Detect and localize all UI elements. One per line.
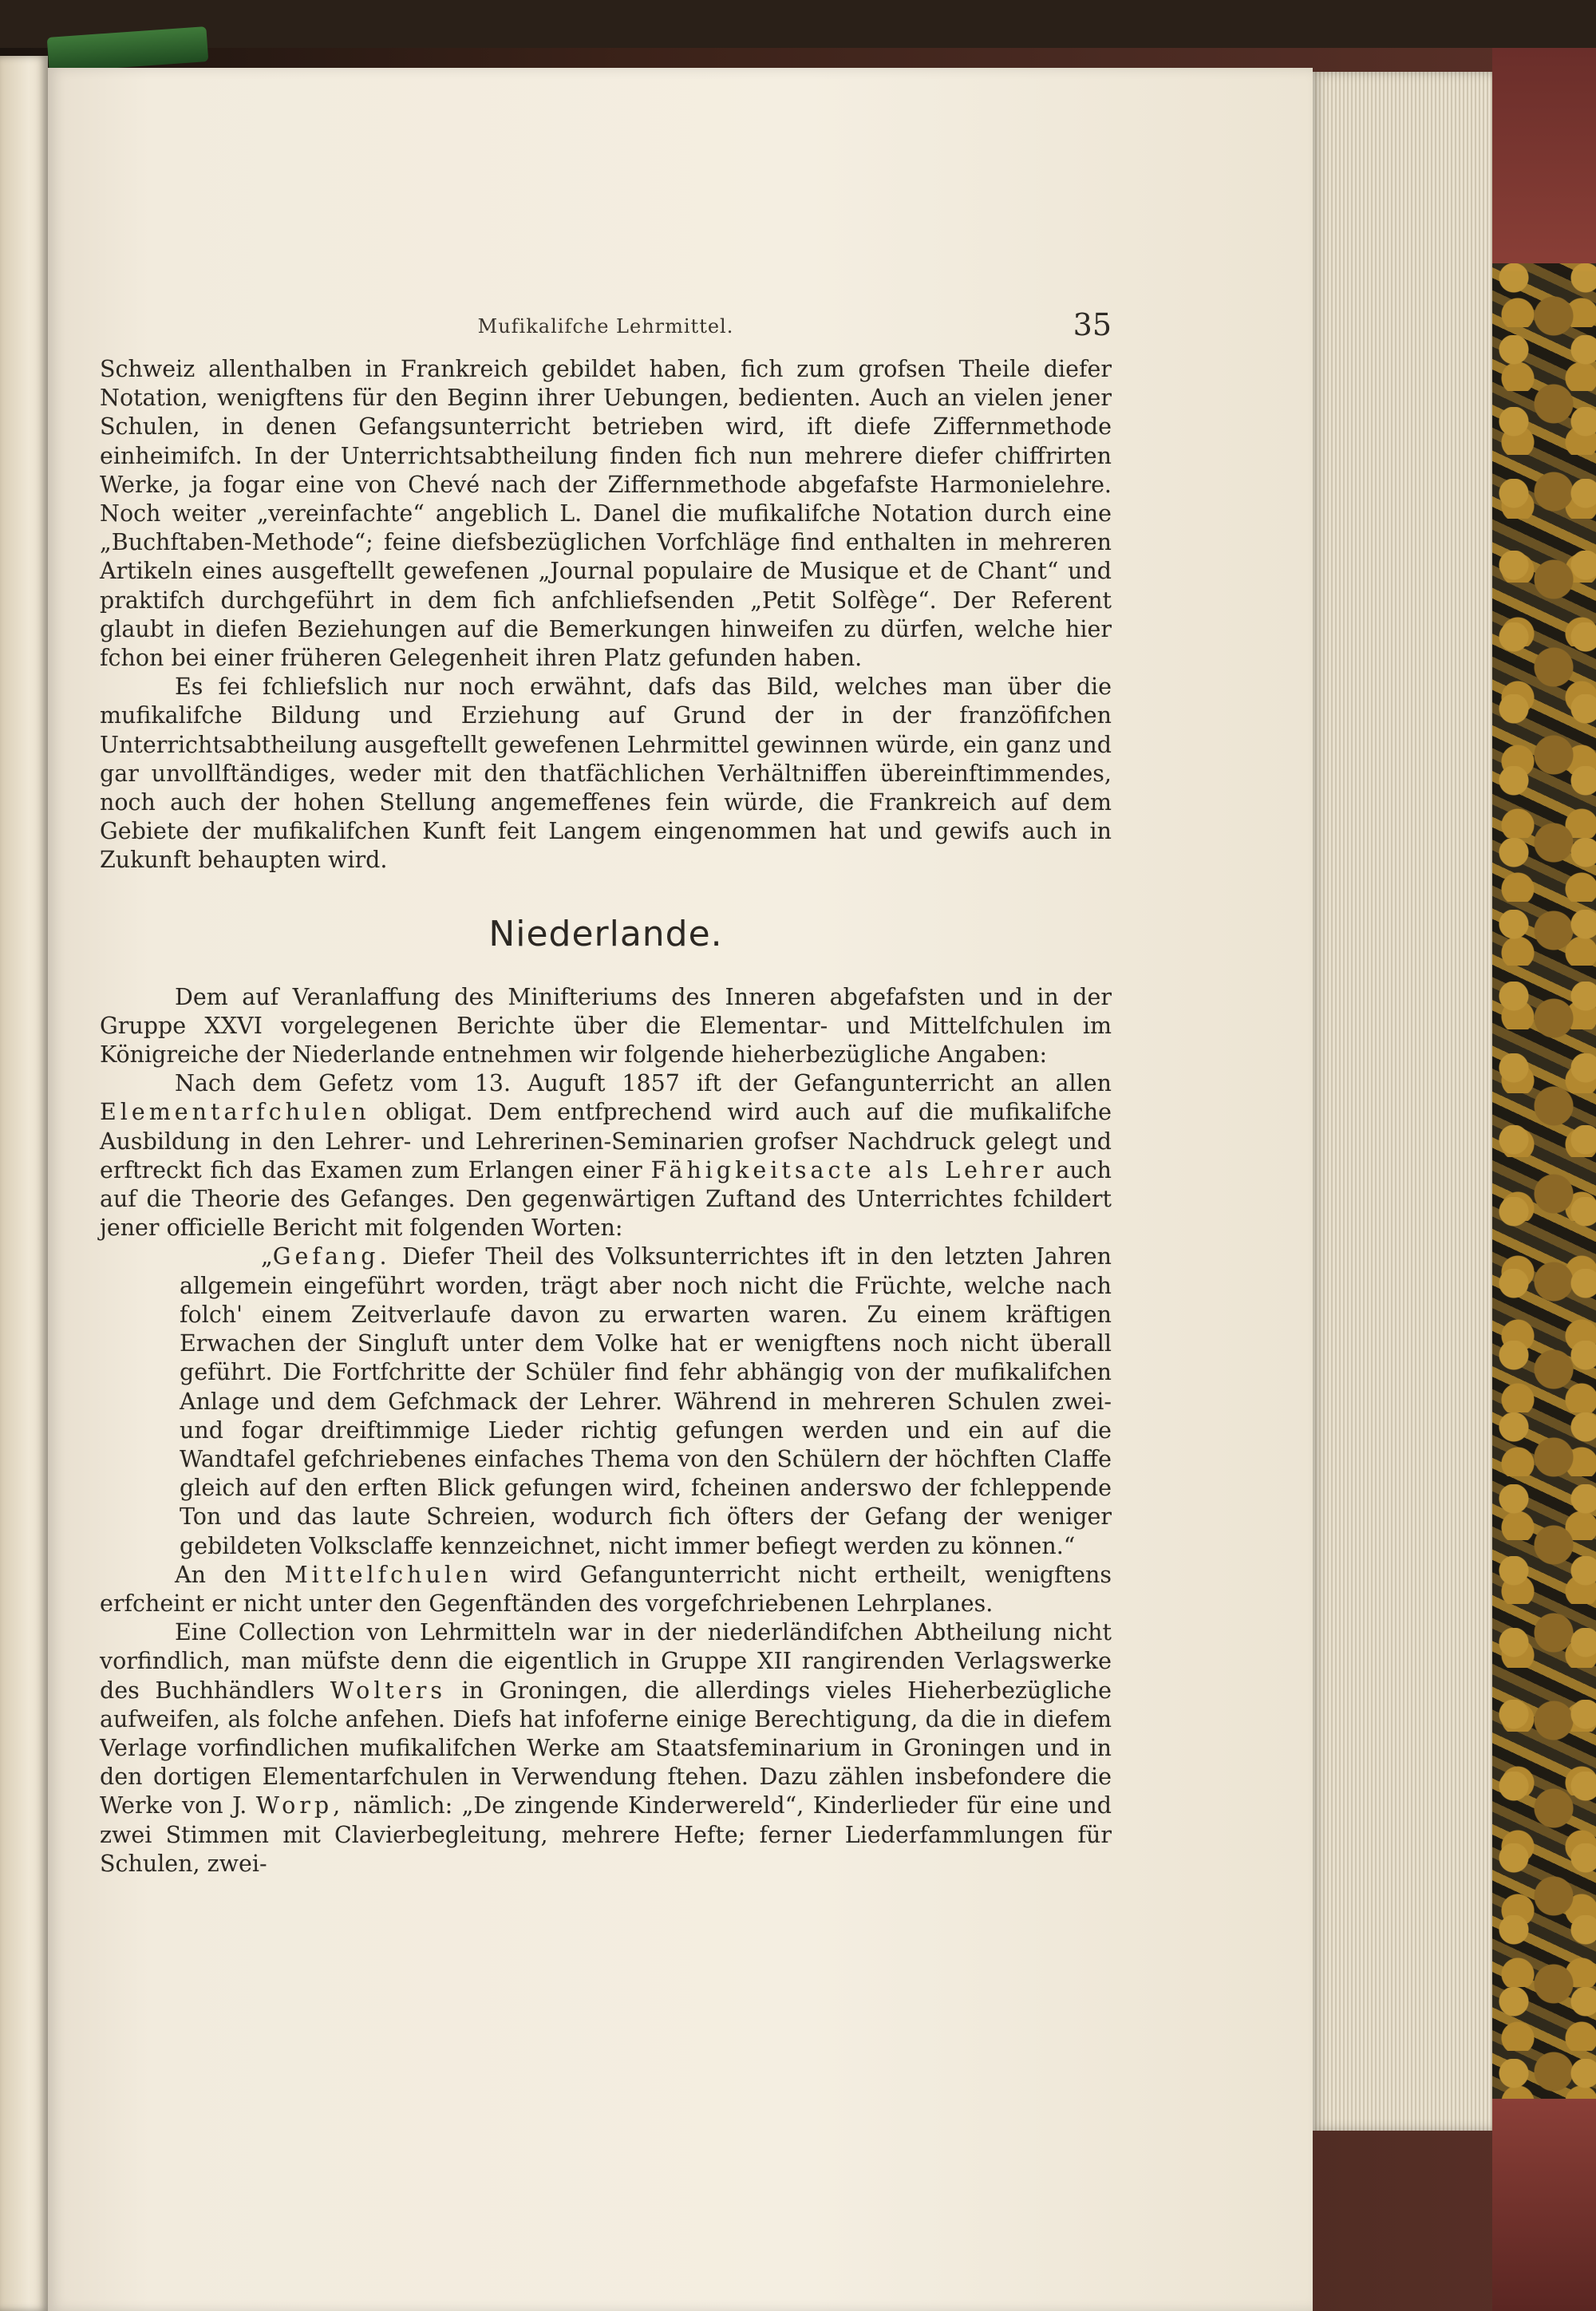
paragraph-6-text-e: nämlich: „De zingende Kinderwereld“, Kinderlieder für eine und zwei Stimmen mit Clavierbegleitung, mehrere Hefte; ferner Liederfammlungen für Schulen, zwei- [100, 1792, 1112, 1877]
page-content [100, 307, 1112, 1878]
emphasis-mittelschulen: Mittelfchulen [284, 1561, 492, 1588]
paragraph-5-text-c: wird Gefangunterricht nicht ertheilt, wenigftens erfcheint er nicht unter den Gegenftänden des vorgefchriebenen Lehrplanes. [100, 1561, 1112, 1617]
paragraph-2: Es fei fchliefslich nur noch erwähnt, dafs das Bild, welches man über die mufikalifche Bildung und Erziehung auf Grund der in der franzöfifchen Unterrichtsabtheilung ausgeftellt gewefenen Lehrmittel gewinnen würde, ein ganz und gar unvollftändiges, weder mit den thatfächlichen Verhältniffen übereinftimmendes, noch auch der hohen Stellung angemeffenes fein würde, die Frankreich auf dem Gebiete der mufikalifchen Kunft feit Langem eingenommen hat und gewifs auch in Zukunft behaupten wird. [100, 674, 1112, 874]
quote-open-mark: „ [261, 1243, 273, 1270]
emphasis-wolters: Wolters [330, 1677, 446, 1704]
paragraph-4 [100, 1069, 1112, 1242]
running-head [100, 307, 1112, 355]
marbled-edge [1492, 263, 1596, 2099]
paragraph-6-text-a: Eine Collection von Lehrmitteln war in der niederländifchen Abtheilung nicht vorfindlich, man müfste denn die eigentlich in Gruppe XII rangirenden Verlagswerke des Buchhändlers [100, 1619, 1112, 1704]
paragraph-6 [100, 1618, 1112, 1878]
page-stack-edge [1309, 72, 1492, 2131]
paragraph-4-text-c: obligat. Dem entfprechend wird auch auf die mufikalifche Ausbildung in den Lehrer- und Lehrerinen-Seminarien grofser Nachdruck gelegt und erftreckt fich das Examen zum Erlangen einer [100, 1099, 1112, 1183]
previous-page-edge [0, 56, 48, 2311]
book-page [48, 68, 1313, 2311]
paragraph-1: Schweiz allenthalben in Frankreich gebildet haben, fich zum grofsen Theile diefer Notation, wenigftens für den Beginn ihrer Uebungen, bedienten. Auch an vielen jener Schulen, in denen Gefangsunterricht betrieben wird, ift diefe Ziffernmethode einheimifch. In der Unterrichtsabtheilung finden fich nun mehrere diefer chiffrirten Werke, ja fogar eine von Chevé nach der Ziffernmethode abgefafste Harmonielehre. Noch weiter „vereinfachte“ angeblich L. Danel die mufikalifche Notation durch eine „Buchftaben-Methode“; feine diefsbezüglichen Vorfchläge find enthalten in mehreren Artikeln eines ausgeftellt gewefenen „Journal populaire de Musique et de Chant“ und praktifch durchgeführt in dem fich anfchliefsenden „Petit Solfège“. Der Referent glaubt in diefen Beziehungen auf die Bemerkungen hinweifen zu dürfen, welche hier fchon bei einer früheren Gelegenheit ihren Platz gefunden haben. [100, 356, 1112, 672]
cover-binding-bottom [1492, 2099, 1596, 2311]
running-title: Mufikalifche Lehrmittel. [477, 315, 734, 338]
cover-binding-top [1492, 48, 1596, 271]
emphasis-gesang: Gefang. [272, 1243, 391, 1270]
block-quote [180, 1242, 1112, 1560]
paragraph-3: Dem auf Veranlaffung des Minifteriums des Inneren abgefafsten und in der Gruppe XXVI vorgelegenen Berichte über die Elementar- und Mittelfchulen im Königreiche der Niederlande entnehmen wir folgende hieherbezügliche Angaben: [100, 983, 1112, 1069]
paragraph-4-text-a: Nach dem Gefetz vom 13. Auguft 1857 ift der Gefangunterricht an allen [175, 1070, 1112, 1097]
paragraph-5 [100, 1561, 1112, 1618]
paragraph-6-text-c: in Groningen, die allerdings vieles Hieherbezügliche aufweifen, als folche anfehen. Diefs hat infoferne einige Berechtigung, da die in diefem Verlage vorfindlichen mufikalifchen Werke am Staatsfeminarium in Groningen und in den dortigen Elementarfchulen in Verwendung ftehen. Dazu zählen insbefondere die Werke von J. [100, 1677, 1112, 1819]
paragraph-5-text-a: An den [175, 1561, 267, 1588]
quote-text: Diefer Theil des Volksunterrichtes ift in den letzten Jahren allgemein eingeführt worden, trägt aber noch nicht die Früchte, welche nach folch' einem Zeitverlaufe davon zu erwarten waren. Zu einem kräftigen Erwachen der Singluft unter dem Volke hat er wenigftens noch nicht überall geführt. Die Fortfchritte der Schüler find fehr abhängig von der mufikalifchen Anlage und dem Gefchmack der Lehrer. Während in mehreren Schulen zwei- und fogar dreiftimmige Lieder richtig gefungen werden und ein auf die Wandtafel gefchriebenes einfaches Thema von den Schülern der höchften Claffe gleich auf den erften Blick gefungen wird, fcheinen anderswo der fchleppende Ton und das laute Schreien, wodurch fich öfters der Gefang der weniger gebildeten Volksclaffe kennzeichnet, nicht immer befiegt werden zu können.“ [180, 1243, 1112, 1559]
emphasis-faehigkeitsacte: Fähigkeitsacte als Lehrer [650, 1156, 1048, 1183]
page-number: 35 [1073, 307, 1112, 342]
section-heading: Niederlande. [488, 913, 723, 954]
emphasis-worp: Worp, [255, 1792, 345, 1819]
paragraph-4-text-e: auch auf die Theorie des Gefanges. Den gegenwärtigen Zuftand des Unterrichtes fchildert jener officielle Bericht mit folgenden Worten: [100, 1156, 1112, 1242]
emphasis-elementarschulen: Elementarfchulen [100, 1099, 370, 1126]
